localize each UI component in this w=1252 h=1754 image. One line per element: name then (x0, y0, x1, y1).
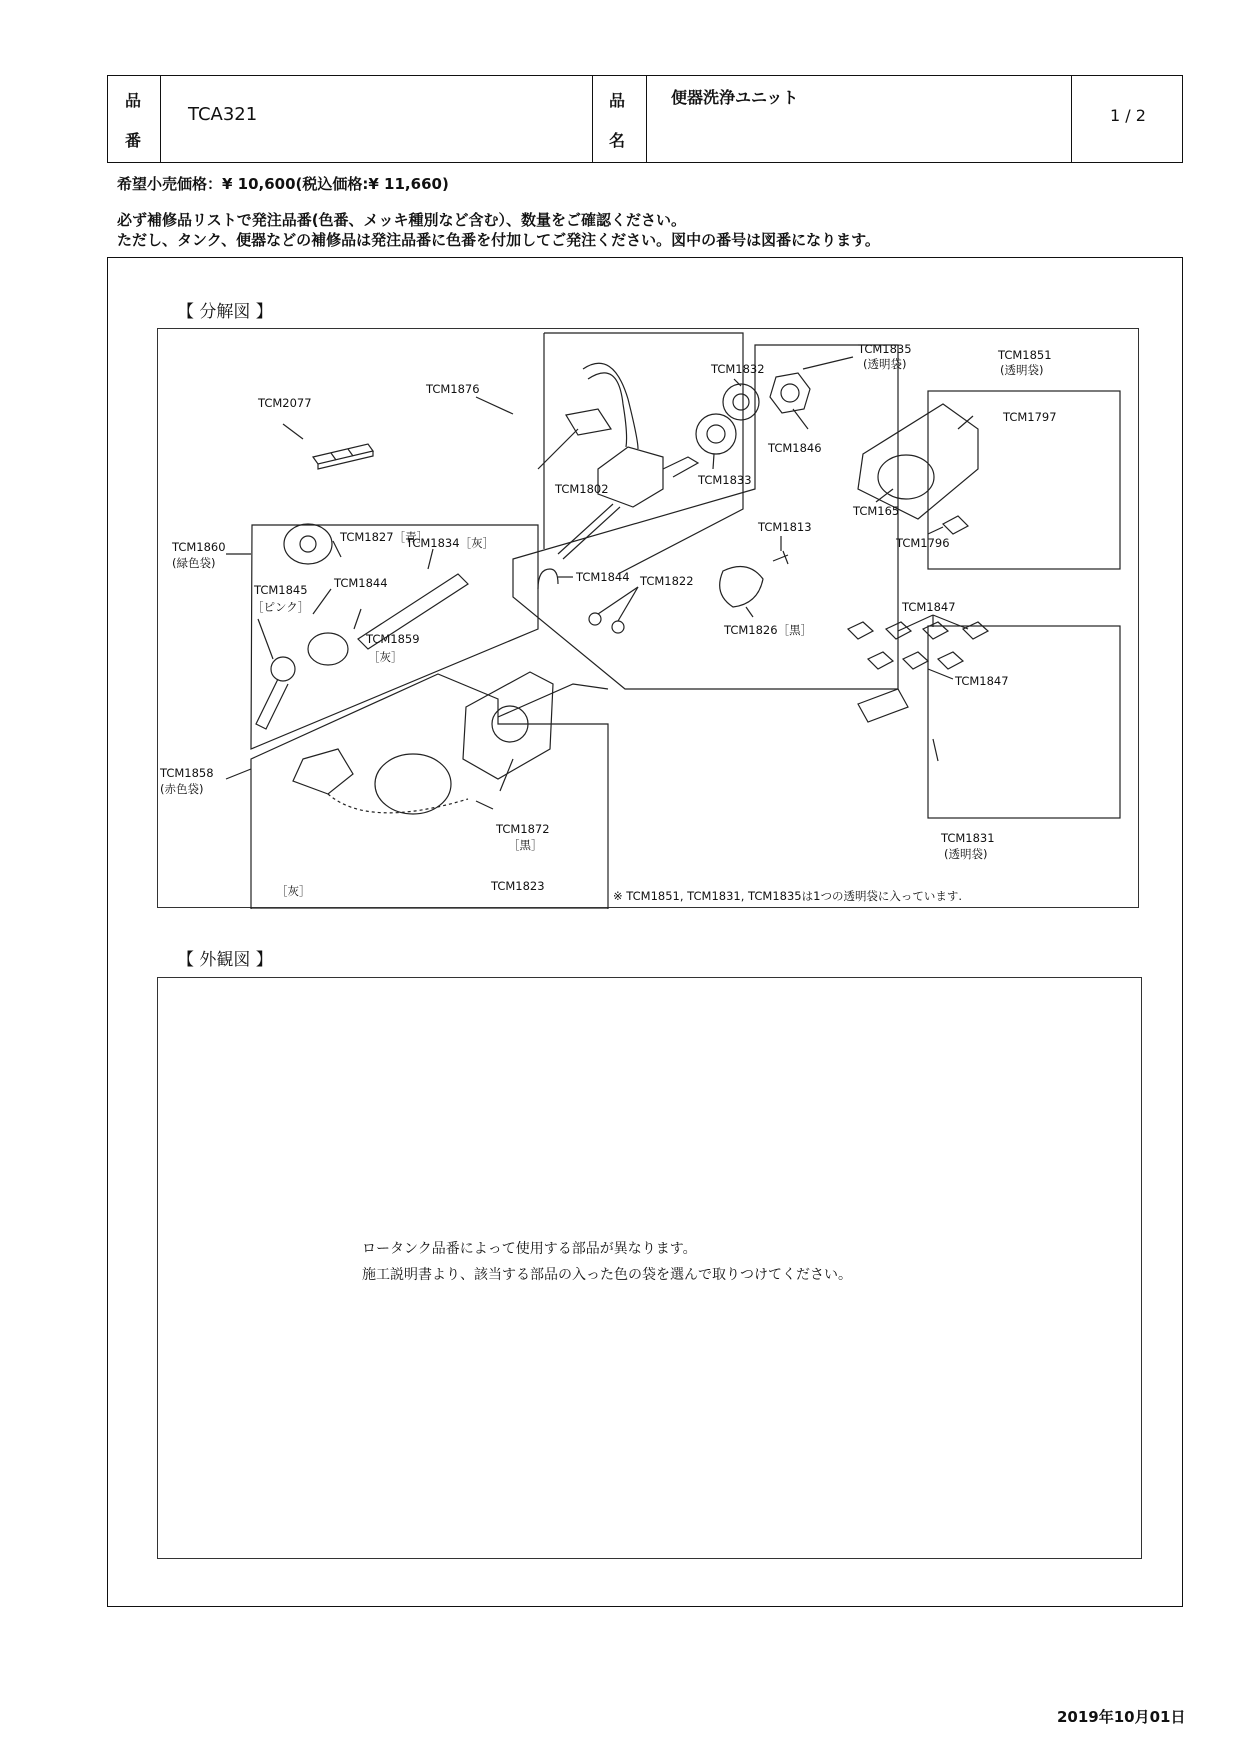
tcm1835-group-outline (513, 345, 898, 689)
tcm1822-part (589, 613, 601, 625)
tcm1826-part (720, 567, 763, 608)
product-name: 便器洗浄ユニット (671, 88, 799, 107)
label-tcm1835: TCM1835 (858, 342, 912, 356)
divider (160, 76, 161, 162)
tcm1833-part (696, 414, 736, 454)
appearance-view-title: 【 外観図 】 (177, 950, 273, 970)
tcm1858-part (293, 749, 353, 794)
tcm2077-part (313, 444, 373, 464)
hinmei-label-2: 名 (609, 131, 626, 150)
retail-price: 希望小売価格：¥ 10,600(税込価格:¥ 11,660) (117, 175, 449, 193)
label-tcm1851: TCM1851 (998, 348, 1052, 362)
appearance-note-1: ロータンク品番によって使用する部品が異なります。 (362, 1241, 697, 1257)
label-tcm1858: TCM1858 (160, 766, 214, 780)
exploded-diagram-svg (158, 329, 1140, 909)
tcm1831-part (858, 689, 908, 722)
label-tcm1846: TCM1846 (768, 441, 822, 455)
tcm1872-part (463, 672, 553, 779)
exploded-diagram (157, 328, 1139, 908)
label-tcm1831-bag: (透明袋) (944, 847, 988, 861)
label-tcm1827: TCM1827［青］ (340, 530, 429, 544)
label-tcm1844-a: TCM1844 (576, 570, 630, 584)
label-tcm1831: TCM1831 (941, 831, 995, 845)
hinmei-label-1: 品 (609, 91, 626, 110)
tcm1802-part (566, 409, 611, 435)
tcm1823-part (375, 754, 451, 814)
notice-line-2: ただし、タンク、便器などの補修品は発注品番に色番を付加してご発注ください。図中の番号は図番になります。 (117, 231, 880, 249)
divider (1071, 76, 1072, 162)
hinban-label-2: 番 (125, 131, 142, 150)
label-tcm1833: TCM1833 (698, 473, 752, 487)
label-tcm1823: TCM1823 (491, 879, 545, 893)
label-tcm1796: TCM1796 (896, 536, 950, 550)
label-tcm1851-bag: (透明袋) (1000, 363, 1044, 377)
label-tcm2077: TCM2077 (258, 396, 312, 410)
label-tcm1845: TCM1845 (254, 583, 308, 597)
label-tcm1835-bag: (透明袋) (863, 357, 907, 371)
notice-line-1: 必ず補修品リストで発注品番(色番、メッキ種別など含む）、数量をご確認ください。 (117, 211, 687, 229)
label-tcm1832: TCM1832 (711, 362, 765, 376)
tcm1859-part (308, 633, 348, 665)
label-tcm1858-bag: (赤色袋) (160, 782, 204, 796)
bag-note: ※ TCM1851, TCM1831, TCM1835は1つの透明袋に入っています. (613, 889, 963, 903)
tcm1876-part (598, 447, 663, 507)
label-tcm1797: TCM1797 (1003, 410, 1057, 424)
label-tcm1813: TCM1813 (758, 520, 812, 534)
tcm1846-part (770, 373, 810, 413)
tcm1858-group-outline (251, 674, 608, 909)
label-tcm1822: TCM1822 (640, 574, 694, 588)
label-tcm165: TCM165 (853, 504, 900, 518)
label-tcm1860-bag: (緑色袋) (172, 556, 216, 570)
label-tcm1872: TCM1872 (496, 822, 550, 836)
product-number: TCA321 (188, 104, 258, 125)
label-tcm1845-color: ［ピンク］ (252, 600, 310, 614)
appearance-note-2: 施工説明書より、該当する部品の入った色の袋を選んで取りつけてください。 (362, 1267, 852, 1283)
hinban-label-1: 品 (125, 91, 142, 110)
label-tcm1859-color: ［灰］ (368, 650, 403, 664)
tcm1847-part (848, 622, 873, 639)
label-tcm1859: TCM1859 (366, 632, 420, 646)
label-tcm1826: TCM1826［黒］ (724, 623, 813, 637)
label-tcm1834: TCM1834［灰］ (406, 536, 495, 550)
divider (592, 76, 593, 162)
issue-date: 2019年10月01日 (1057, 1708, 1186, 1726)
label-tcm1847-b: TCM1847 (955, 674, 1009, 688)
tcm1844-part (538, 569, 558, 589)
label-tcm1872-color: ［黒］ (508, 838, 543, 852)
label-tcm1847-a: TCM1847 (902, 600, 956, 614)
tcm1813-part (773, 551, 788, 564)
tcm1832-part (723, 384, 759, 420)
order-notice (117, 210, 880, 250)
tcm1827-part (284, 524, 332, 564)
label-tcm1858-color: ［灰］ (276, 884, 311, 898)
page-number: 1 / 2 (1110, 106, 1146, 125)
exploded-view-title: 【 分解図 】 (177, 302, 273, 322)
label-tcm1802: TCM1802 (555, 482, 609, 496)
label-tcm1876: TCM1876 (426, 382, 480, 396)
tcm1796-part (943, 516, 968, 534)
label-tcm1860: TCM1860 (172, 540, 226, 554)
label-tcm1844-b: TCM1844 (334, 576, 388, 590)
header-table (107, 75, 1183, 163)
divider (646, 76, 647, 162)
tcm1845-part (271, 657, 295, 681)
